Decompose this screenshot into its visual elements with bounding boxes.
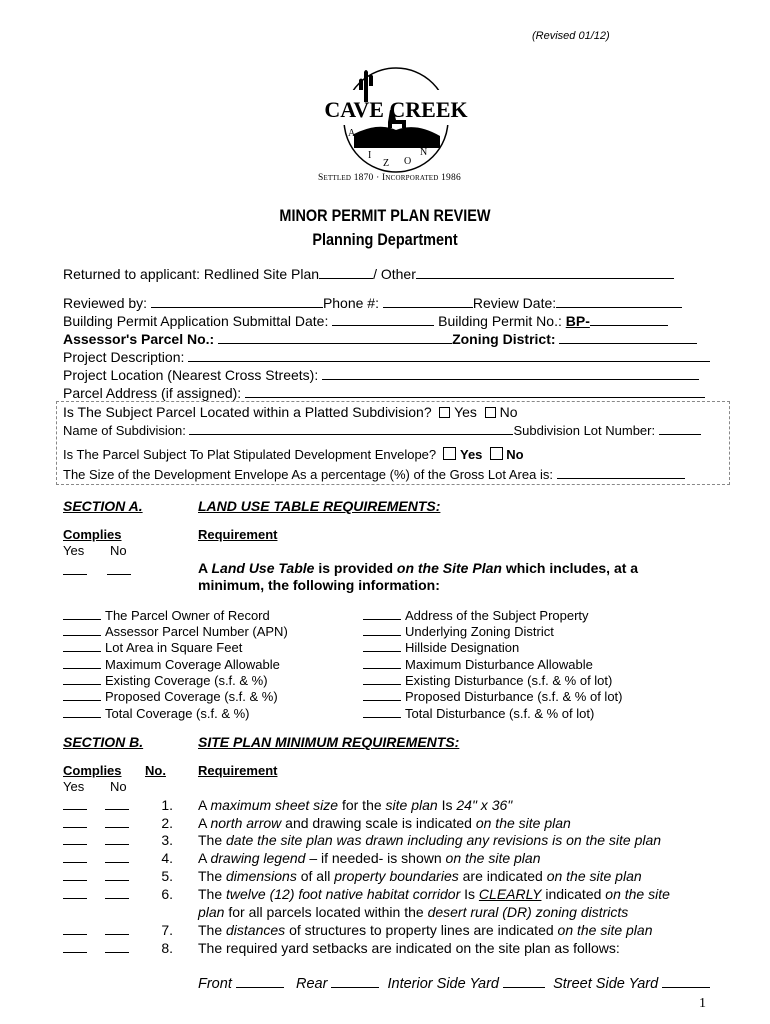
reviewed-by-field[interactable] xyxy=(151,295,323,308)
street-setback-field[interactable] xyxy=(662,975,710,988)
land-use-statement-2: minimum, the following information: xyxy=(198,577,440,593)
svg-text:A: A xyxy=(432,134,440,145)
page-subtitle: Planning Department xyxy=(312,230,458,249)
site-plan-item: 3. The date the site plan was drawn including any revisions is on the site plan xyxy=(63,832,661,848)
logo-wordmark: CAVE CREEK xyxy=(324,97,468,122)
subdivision-name-field[interactable] xyxy=(189,422,513,435)
setbacks-row: Front Rear Interior Side Yard Street Side Yard xyxy=(198,975,710,992)
proposed-coverage-blank[interactable] xyxy=(63,688,101,701)
site-plan-item: 1. A maximum sheet size for the site plan Is 24" x 36" xyxy=(63,797,512,813)
envelope-size-field[interactable] xyxy=(557,466,685,479)
svg-text:O: O xyxy=(404,156,412,167)
item-7-no-blank[interactable] xyxy=(105,922,129,935)
item-8-no-blank[interactable] xyxy=(105,940,129,953)
max-disturbance-blank[interactable] xyxy=(363,656,401,669)
redlined-blank[interactable] xyxy=(319,266,373,279)
section-a-yes-col: Yes xyxy=(63,543,85,558)
land-use-item-address: Address of the Subject Property xyxy=(363,607,589,623)
submittal-row: Building Permit Application Submittal Date: Building Permit No.: BP- xyxy=(63,313,668,329)
description-field[interactable] xyxy=(188,349,710,362)
section-a-heading: LAND USE TABLE REQUIREMENTS: xyxy=(198,498,441,514)
description-row: Project Description: xyxy=(63,349,710,365)
existing-coverage-blank[interactable] xyxy=(63,672,101,685)
zoning-field[interactable] xyxy=(559,331,697,344)
land-use-item-existing-disturbance: Existing Disturbance (s.f. & % of lot) xyxy=(363,672,612,688)
item-3-yes-blank[interactable] xyxy=(63,832,87,845)
subdivision-question: Is The Subject Parcel Located within a Platted Subdivision? Yes No xyxy=(63,404,518,420)
item-5-yes-blank[interactable] xyxy=(63,868,87,881)
item-4-no-blank[interactable] xyxy=(105,850,129,863)
site-plan-item: 6. The twelve (12) foot native habitat corridor Is CLEARLY indicated on the site xyxy=(63,886,670,902)
max-coverage-blank[interactable] xyxy=(63,656,101,669)
submittal-date-field[interactable] xyxy=(332,313,434,326)
section-b-yes-col: Yes xyxy=(63,779,85,794)
item-5-no-blank[interactable] xyxy=(105,868,129,881)
site-plan-item-continued: plan for all parcels located within the desert rural (DR) zoning districts xyxy=(198,904,629,920)
logo-tagline: Settled 1870 · Incorporated 1986 xyxy=(318,173,461,183)
land-use-item-total-disturbance: Total Disturbance (s.f. & % of lot) xyxy=(363,705,594,721)
total-coverage-blank[interactable] xyxy=(63,705,101,718)
other-blank[interactable] xyxy=(416,266,674,279)
interior-setback-field[interactable] xyxy=(503,975,545,988)
subdivision-yes-checkbox[interactable] xyxy=(439,407,450,418)
section-a-complies: Complies xyxy=(63,527,122,542)
land-use-item-zoning: Underlying Zoning District xyxy=(363,623,554,639)
item-2-no-blank[interactable] xyxy=(105,815,129,828)
address-field[interactable] xyxy=(245,385,705,398)
svg-text:R: R xyxy=(356,140,363,151)
returned-line: Returned to applicant: Redlined Site Plan / Other xyxy=(63,266,674,282)
address-blank[interactable] xyxy=(363,607,401,620)
section-b-complies: Complies xyxy=(63,763,122,778)
land-use-statement: A Land Use Table is provided on the Site Plan which includes, at a xyxy=(198,560,639,576)
item-8-yes-blank[interactable] xyxy=(63,940,87,953)
land-use-item-lot-area: Lot Area in Square Feet xyxy=(63,639,242,655)
section-b-label: SECTION B. xyxy=(63,734,144,750)
section-b-heading: SITE PLAN MINIMUM REQUIREMENTS: xyxy=(198,734,460,750)
page-number: 1 xyxy=(699,996,706,1011)
owner-blank[interactable] xyxy=(63,607,101,620)
subdivision-no-checkbox[interactable] xyxy=(485,407,496,418)
svg-text:I: I xyxy=(368,150,372,161)
zoning-blank[interactable] xyxy=(363,623,401,636)
item-6-no-blank[interactable] xyxy=(105,886,129,899)
envelope-no-checkbox[interactable] xyxy=(490,447,503,460)
phone-field[interactable] xyxy=(383,295,473,308)
existing-disturbance-blank[interactable] xyxy=(363,672,401,685)
item-1-yes-blank[interactable] xyxy=(63,797,87,810)
permit-no-field[interactable] xyxy=(590,313,668,326)
hillside-blank[interactable] xyxy=(363,639,401,652)
land-use-item-hillside: Hillside Designation xyxy=(363,639,519,655)
apn-field[interactable] xyxy=(218,331,452,344)
section-a-no-blank[interactable] xyxy=(107,562,131,575)
item-7-yes-blank[interactable] xyxy=(63,922,87,935)
site-plan-item: 7. The distances of structures to property lines are indicated on the site plan xyxy=(63,922,653,938)
section-a-label: SECTION A. xyxy=(63,498,143,514)
site-plan-item: 5. The dimensions of all property boundaries are indicated on the site plan xyxy=(63,868,642,884)
total-disturbance-blank[interactable] xyxy=(363,705,401,718)
section-b-no-label: No xyxy=(110,779,127,794)
apn-row: Assessor's Parcel No.: Zoning District: xyxy=(63,331,697,347)
section-a-yes-blank[interactable] xyxy=(63,562,87,575)
location-row: Project Location (Nearest Cross Streets): xyxy=(63,367,699,383)
land-use-item-owner: The Parcel Owner of Record xyxy=(63,607,270,623)
section-a-no-col: No xyxy=(110,543,127,558)
land-use-item-max-disturbance: Maximum Disturbance Allowable xyxy=(363,656,593,672)
item-1-no-blank[interactable] xyxy=(105,797,129,810)
front-setback-field[interactable] xyxy=(236,975,284,988)
lot-area-blank[interactable] xyxy=(63,639,101,652)
item-4-yes-blank[interactable] xyxy=(63,850,87,863)
land-use-item-proposed-disturbance: Proposed Disturbance (s.f. & % of lot) xyxy=(363,688,622,704)
envelope-yes-checkbox[interactable] xyxy=(443,447,456,460)
address-row: Parcel Address (if assigned): xyxy=(63,385,705,401)
revision-note: (Revised 01/12) xyxy=(532,30,610,42)
apn-blank[interactable] xyxy=(63,623,101,636)
site-plan-item: 2. A north arrow and drawing scale is indicated on the site plan xyxy=(63,815,571,831)
reviewed-by-row: Reviewed by: Phone #: Review Date: xyxy=(63,295,682,311)
land-use-item-apn: Assessor Parcel Number (APN) xyxy=(63,623,288,639)
svg-text:A: A xyxy=(348,128,356,139)
land-use-item-max-coverage: Maximum Coverage Allowable xyxy=(63,656,280,672)
land-use-item-proposed-coverage: Proposed Coverage (s.f. & %) xyxy=(63,688,278,704)
svg-text:N: N xyxy=(420,147,428,158)
rear-setback-field[interactable] xyxy=(331,975,379,988)
location-field[interactable] xyxy=(322,367,699,380)
land-use-item-total-coverage: Total Coverage (s.f. & %) xyxy=(63,705,250,721)
section-b-no-col: No. xyxy=(145,763,166,778)
item-6-yes-blank[interactable] xyxy=(63,886,87,899)
envelope-size-row: The Size of the Development Envelope As a percentage (%) of the Gross Lot Area is: xyxy=(63,466,685,482)
land-use-item-existing-coverage: Existing Coverage (s.f. & %) xyxy=(63,672,268,688)
site-plan-item: 8. The required yard setbacks are indicated on the site plan as follows: xyxy=(63,940,620,956)
section-b-requirement: Requirement xyxy=(198,763,278,778)
item-3-no-blank[interactable] xyxy=(105,832,129,845)
review-date-field[interactable] xyxy=(556,295,682,308)
site-plan-item: 4. A drawing legend – if needed- is shown on the site plan xyxy=(63,850,541,866)
lot-number-field[interactable] xyxy=(659,422,701,435)
svg-text:Z: Z xyxy=(383,158,390,169)
item-2-yes-blank[interactable] xyxy=(63,815,87,828)
page-title: MINOR PERMIT PLAN REVIEW xyxy=(279,206,491,225)
proposed-disturbance-blank[interactable] xyxy=(363,688,401,701)
envelope-question: Is The Parcel Subject To Plat Stipulated Development Envelope? Yes No xyxy=(63,447,524,462)
section-a-requirement: Requirement xyxy=(198,527,278,542)
subdivision-name-row: Name of Subdivision: Subdivision Lot Number: xyxy=(63,422,701,438)
